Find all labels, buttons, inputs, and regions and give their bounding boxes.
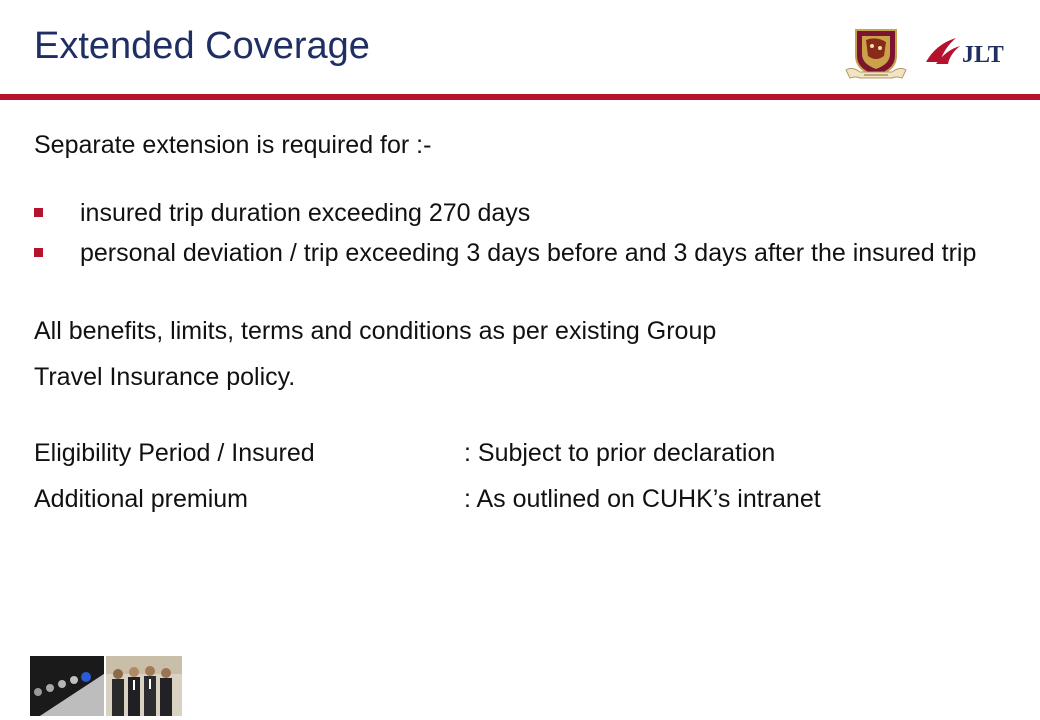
- spacer: [34, 400, 994, 430]
- footer-image-people: [106, 656, 182, 716]
- detail-value: : As outlined on CUHK’s intranet: [464, 485, 821, 513]
- slide-body: [34, 122, 994, 522]
- square-bullet-icon: [34, 208, 43, 217]
- list-item-text: personal deviation / trip exceeding 3 days before and 3 days after the insured trip: [80, 239, 977, 267]
- jlt-logo: [922, 32, 1018, 72]
- benefits-text-line-2: Travel Insurance policy.: [34, 363, 296, 391]
- benefits-text-line-1: All benefits, limits, terms and conditions as per existing Group: [34, 317, 717, 345]
- extension-list: [34, 198, 994, 268]
- square-bullet-icon: [34, 248, 43, 257]
- detail-row-premium: [34, 476, 994, 522]
- intro-text: Separate extension is required for :-: [34, 131, 432, 159]
- detail-label: Additional premium: [34, 485, 248, 513]
- list-item: [34, 238, 994, 268]
- list-item-text: insured trip duration exceeding 270 days: [80, 199, 531, 227]
- list-item: [34, 198, 994, 228]
- jlt-logo-text: JLT: [962, 42, 1004, 68]
- spacer: [34, 278, 994, 308]
- footer-image-spheres: [30, 656, 104, 716]
- spacer: [34, 168, 994, 198]
- title-divider: [0, 94, 1040, 100]
- university-crest-icon: [842, 26, 910, 82]
- spheres-image-icon: [30, 656, 104, 716]
- slide-title: Extended Coverage: [34, 25, 370, 67]
- business-people-image-icon: [106, 656, 182, 716]
- detail-label: Eligibility Period / Insured: [34, 439, 315, 467]
- jlt-logo-icon: [922, 32, 1018, 72]
- detail-row-eligibility: [34, 430, 994, 476]
- detail-value: : Subject to prior declaration: [464, 439, 776, 467]
